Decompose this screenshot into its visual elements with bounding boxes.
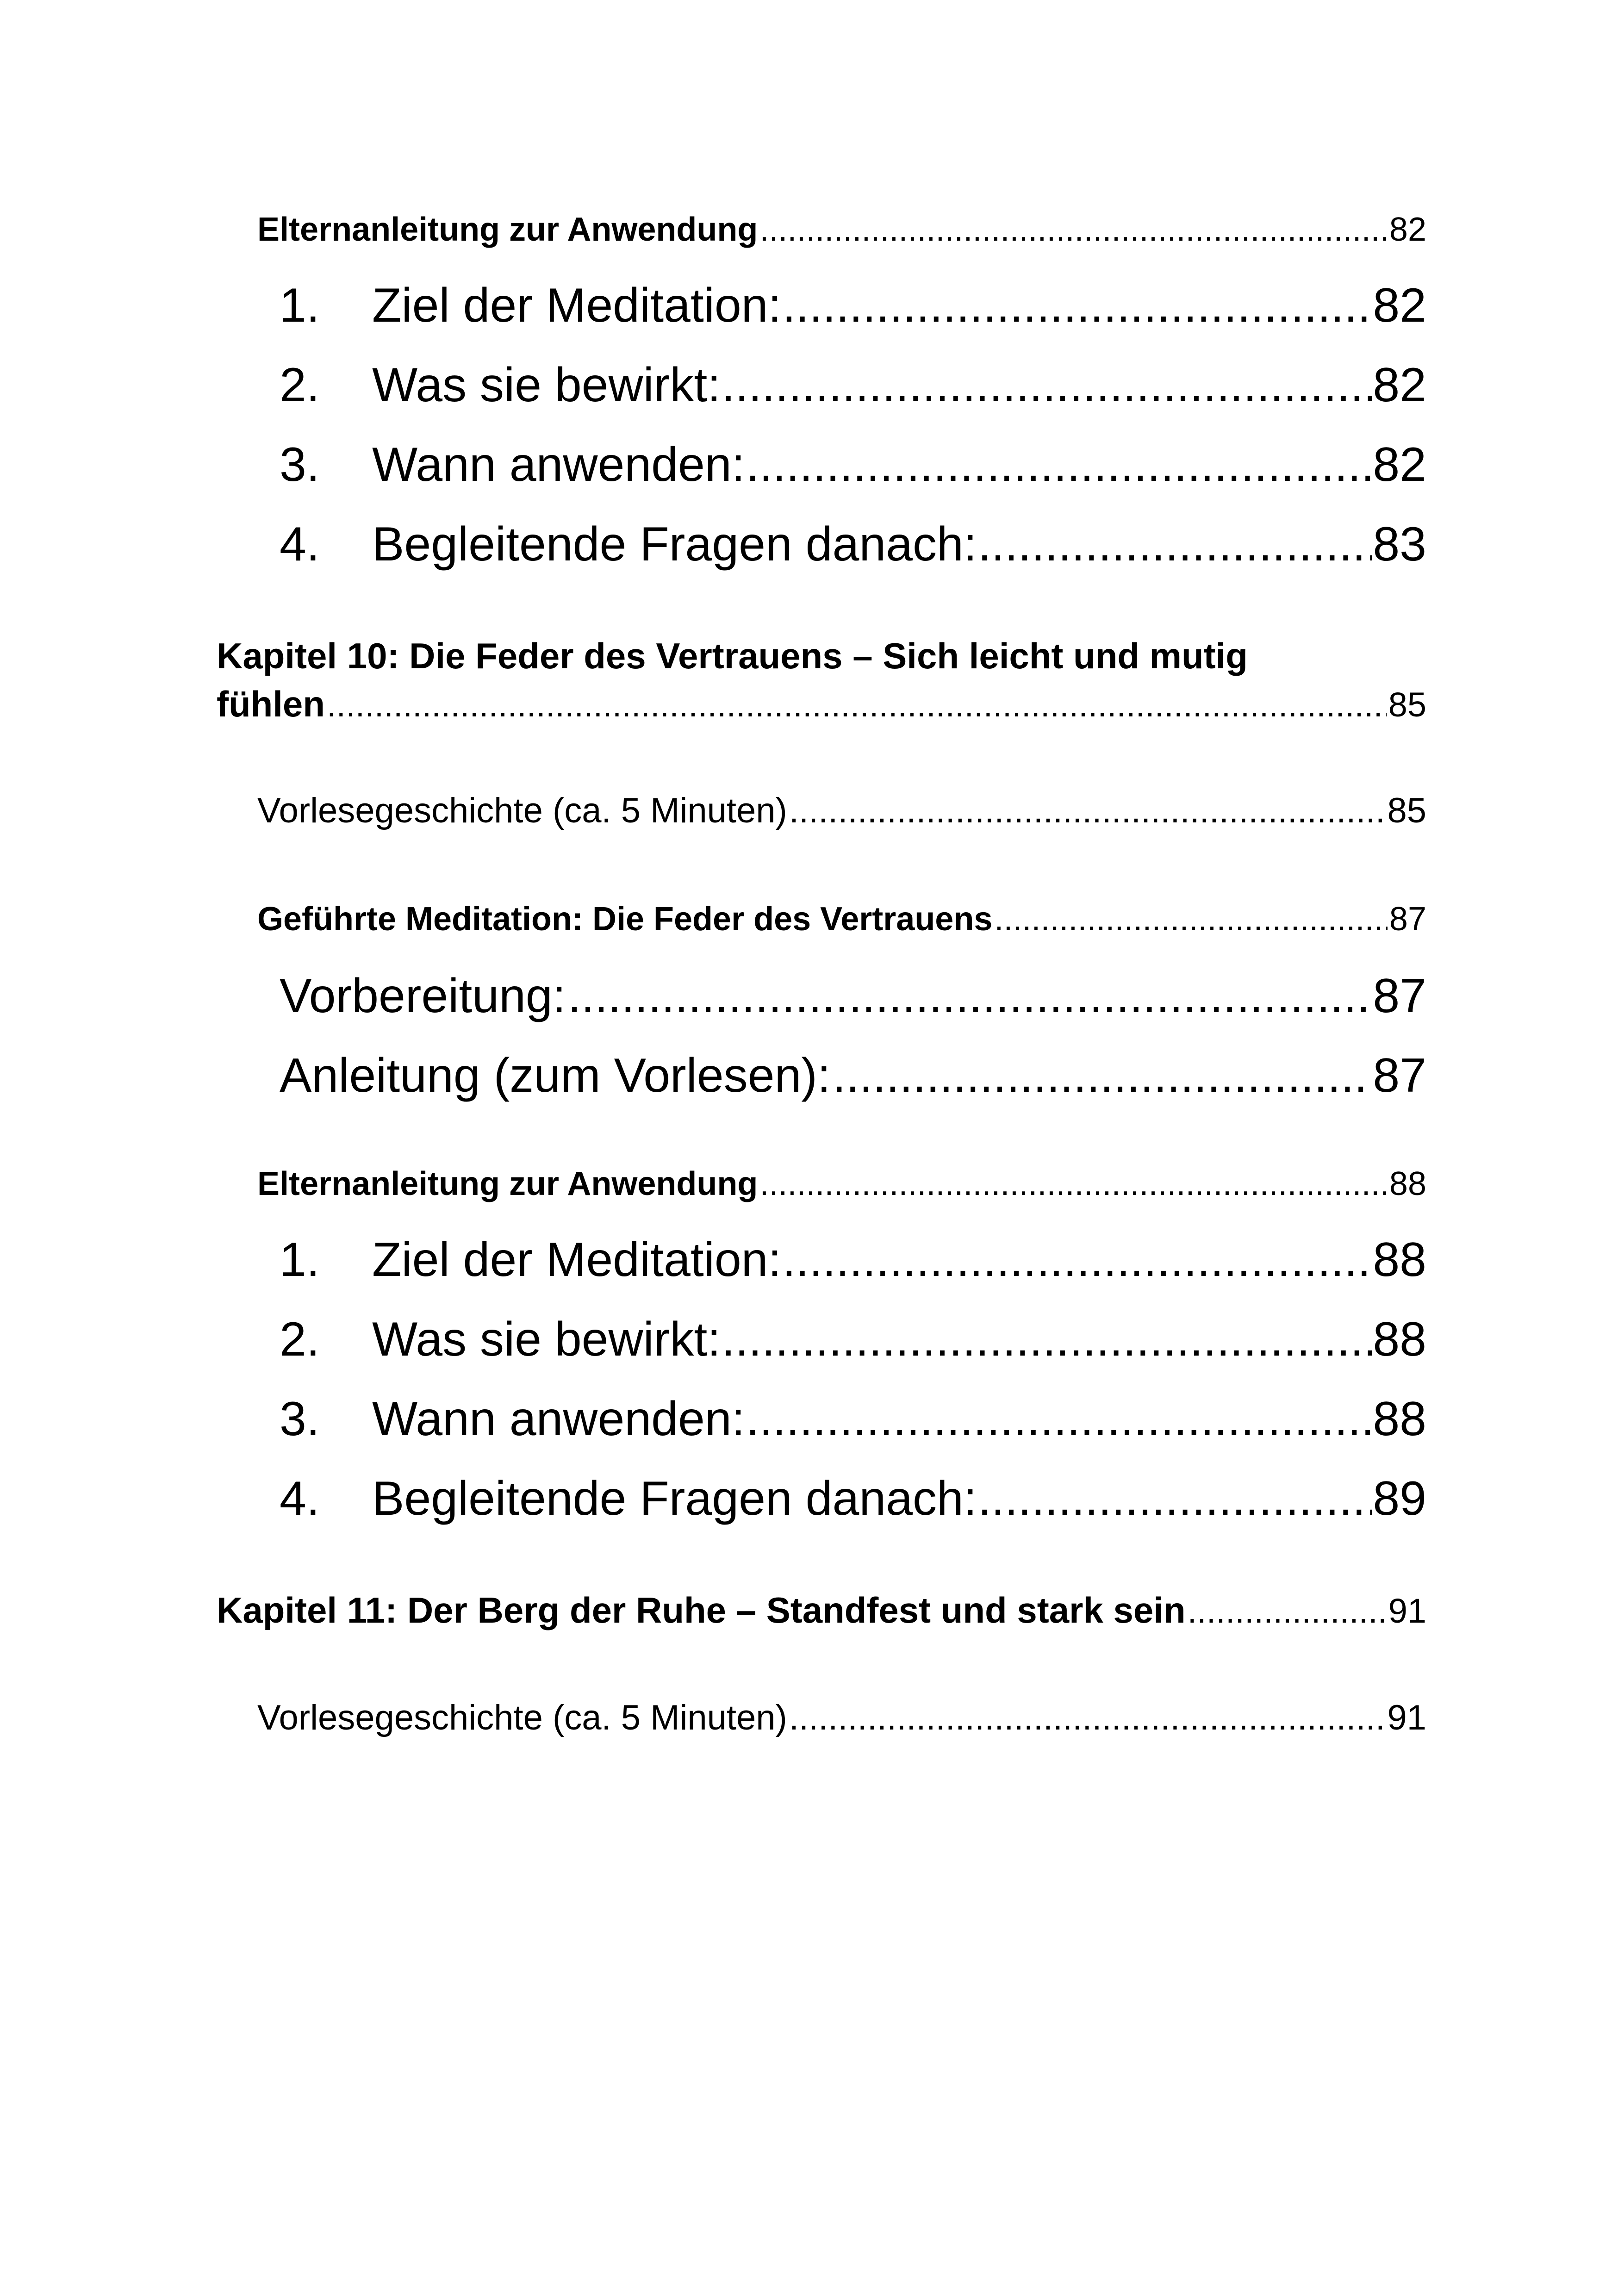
toc-entry-vorbereitung[interactable] — [280, 969, 1426, 1023]
toc-page-number: 88 — [1373, 1233, 1426, 1287]
toc-page-number: 87 — [1373, 969, 1426, 1023]
toc-entry-wann-1[interactable] — [280, 438, 1426, 492]
toc-page-number: 82 — [1373, 438, 1426, 492]
toc-page-number: 85 — [1388, 685, 1426, 724]
toc-entry-title: Ziel der Meditation: — [372, 279, 782, 332]
toc-page-number: 91 — [1387, 1698, 1426, 1737]
toc-entry-wann-2[interactable] — [280, 1392, 1426, 1446]
dot-leader — [1188, 1594, 1387, 1628]
toc-page-number: 85 — [1387, 791, 1426, 830]
toc-page-number: 82 — [1373, 279, 1426, 332]
toc-page-number: 88 — [1373, 1392, 1426, 1446]
dot-leader — [833, 1052, 1371, 1100]
toc-entry-title: Was sie bewirkt: — [372, 1313, 721, 1366]
toc-item-number: 4. — [280, 517, 320, 571]
toc-item-number: 2. — [280, 358, 320, 412]
toc-entry-title: fühlen — [217, 684, 325, 724]
toc-entry-title: Vorbereitung: — [280, 969, 566, 1023]
dot-leader — [722, 361, 1372, 409]
toc-page-number: 88 — [1373, 1313, 1426, 1366]
dot-leader — [789, 1700, 1386, 1736]
toc-entry-chapter-10[interactable] — [217, 686, 1426, 722]
dot-leader — [789, 793, 1386, 828]
toc-entry-fragen-2[interactable] — [280, 1472, 1426, 1525]
toc-entry-chapter-11[interactable] — [217, 1592, 1426, 1628]
dot-leader — [782, 281, 1372, 330]
toc-page-number: 87 — [1389, 901, 1426, 938]
toc-page-number: 82 — [1389, 211, 1426, 248]
toc-page-number: 89 — [1373, 1472, 1426, 1525]
toc-entry-vorlesegeschichte-10[interactable] — [257, 793, 1426, 828]
toc-entry-bewirkt-2[interactable] — [280, 1313, 1426, 1366]
dot-leader — [782, 1236, 1372, 1284]
toc-entry-title: Vorlesegeschichte (ca. 5 Minuten) — [257, 1698, 787, 1737]
toc-page-number: 91 — [1388, 1592, 1426, 1630]
toc-entry-title: Wann anwenden: — [372, 1392, 745, 1446]
toc-item-number: 1. — [280, 1233, 320, 1287]
toc-entry-title: Begleitende Fragen danach: — [372, 1472, 977, 1525]
toc-entry-title: Vorlesegeschichte (ca. 5 Minuten) — [257, 791, 787, 830]
dot-leader — [978, 1475, 1372, 1523]
toc-entry-elternanleitung-1[interactable] — [257, 213, 1426, 246]
dot-leader — [722, 1315, 1372, 1363]
toc-entry-title: Wann anwenden: — [372, 438, 745, 492]
toc-entry-title: Elternanleitung zur Anwendung — [257, 211, 758, 248]
toc-page-number: 83 — [1373, 517, 1426, 571]
dot-leader — [759, 1167, 1388, 1201]
toc-entry-title: Begleitende Fragen danach: — [372, 517, 977, 571]
toc-item-number: 3. — [280, 438, 320, 492]
dot-leader — [568, 972, 1371, 1020]
toc-entry-vorlesegeschichte-11[interactable] — [257, 1700, 1426, 1736]
toc-page-number: 87 — [1373, 1049, 1426, 1102]
toc-item-number: 4. — [280, 1472, 320, 1525]
dot-leader — [759, 213, 1388, 246]
toc-entry-ziel-2[interactable] — [280, 1233, 1426, 1287]
toc-entry-title: Kapitel 11: Der Berg der Ruhe – Standfest und stark sein — [217, 1590, 1186, 1630]
dot-leader — [994, 902, 1388, 936]
toc-page-number: 88 — [1389, 1165, 1426, 1202]
toc-entry-title: Was sie bewirkt: — [372, 358, 721, 412]
dot-leader — [746, 1395, 1372, 1443]
toc-entry-elternanleitung-2[interactable] — [257, 1167, 1426, 1201]
toc-page-number: 82 — [1373, 358, 1426, 412]
toc-entry-title: Elternanleitung zur Anwendung — [257, 1165, 758, 1202]
toc-item-number: 1. — [280, 279, 320, 332]
dot-leader — [327, 688, 1387, 722]
dot-leader — [978, 520, 1372, 568]
toc-entry-title: Ziel der Meditation: — [372, 1233, 782, 1287]
toc-entry-bewirkt-1[interactable] — [280, 358, 1426, 412]
toc-entry-title: Anleitung (zum Vorlesen): — [280, 1049, 831, 1102]
toc-item-number: 2. — [280, 1313, 320, 1366]
toc-entry-fragen-1[interactable] — [280, 517, 1426, 571]
toc-item-number: 3. — [280, 1392, 320, 1446]
toc-entry-title: Geführte Meditation: Die Feder des Vertrauens — [257, 901, 993, 938]
toc-entry-ziel-1[interactable] — [280, 281, 1426, 330]
toc-entry-meditation-10[interactable] — [257, 902, 1426, 936]
toc-chapter-10-title-line1[interactable]: Kapitel 10: Die Feder des Vertrauens – Sich leicht und mutig — [217, 635, 1248, 676]
dot-leader — [746, 441, 1372, 489]
toc-entry-anleitung[interactable] — [280, 1049, 1426, 1102]
